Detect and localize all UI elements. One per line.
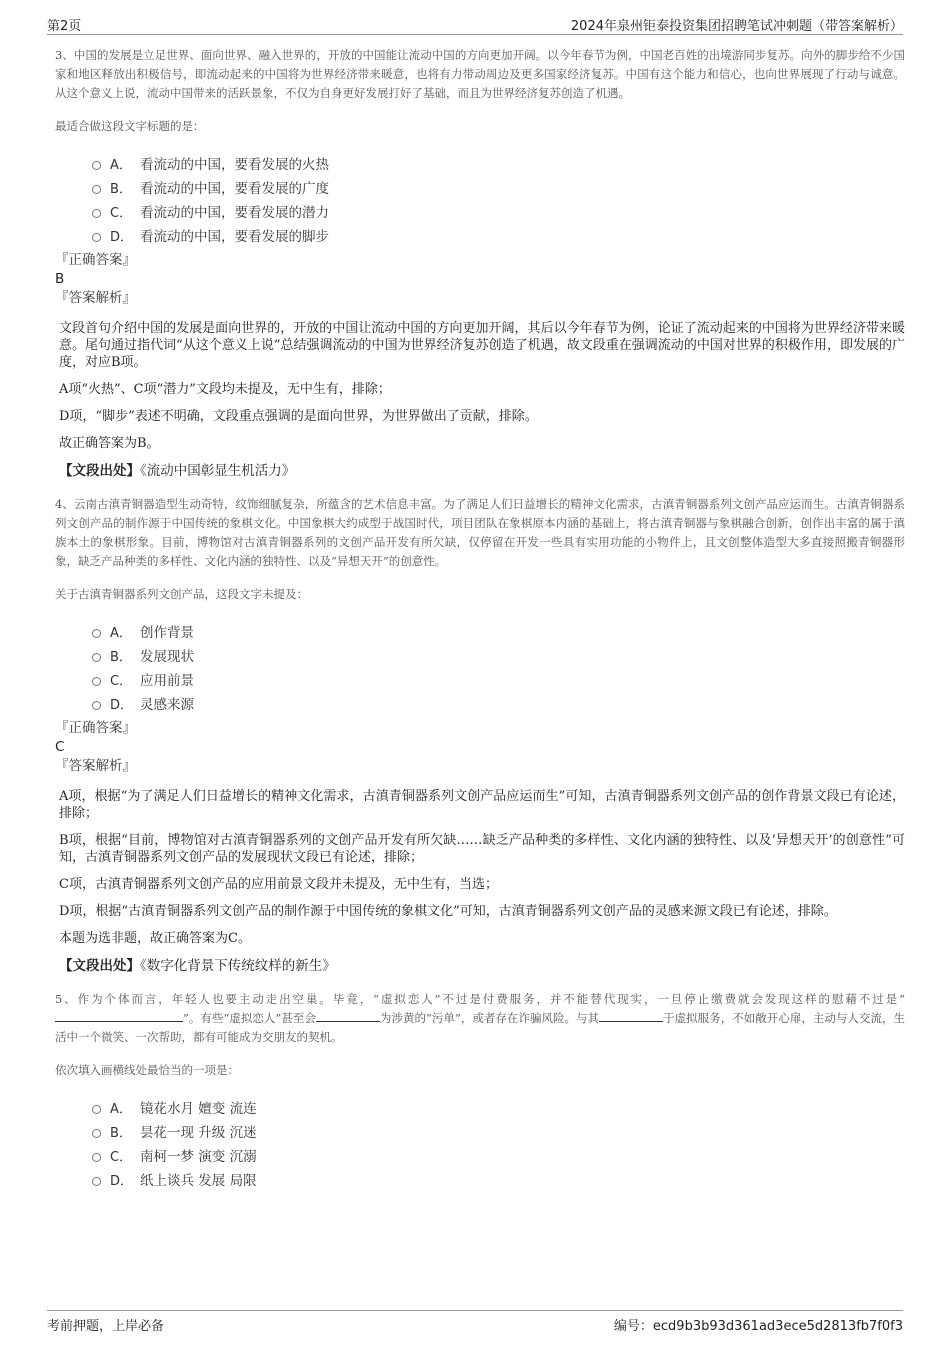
- option-text: 应用前景: [140, 673, 194, 689]
- option-b[interactable]: [92, 1119, 905, 1143]
- option-letter: A．: [110, 1101, 132, 1117]
- option-letter: C．: [110, 1149, 133, 1165]
- option-text: 看流动的中国，要看发展的脚步: [140, 229, 329, 245]
- analysis-label: 『答案解析』: [55, 290, 136, 306]
- analysis-paragraph: A项“火热”、C项“潜力”文段均未提及，无中生有，排除；: [59, 382, 391, 397]
- radio-icon[interactable]: [92, 677, 101, 686]
- option-c[interactable]: [92, 1143, 905, 1167]
- option-letter: D．: [110, 697, 134, 713]
- option-c[interactable]: [92, 199, 905, 223]
- source-tag: 【文段出处】: [59, 463, 140, 479]
- option-letter: A．: [110, 625, 132, 641]
- footer-slogan: 考前押题，上岸必备: [47, 1319, 165, 1334]
- option-letter: D．: [110, 1173, 134, 1189]
- option-b[interactable]: [92, 643, 905, 667]
- option-text: 镜花水月 嬗变 流连: [140, 1101, 257, 1117]
- correct-answer-label: 『正确答案』: [55, 720, 136, 736]
- option-a[interactable]: [92, 151, 905, 175]
- question-5-text: [55, 990, 905, 1047]
- fill-blank-1: [55, 1009, 183, 1022]
- radio-icon[interactable]: [92, 233, 101, 242]
- page-header: [47, 12, 903, 35]
- option-text: 昙花一现 升级 沉迷: [140, 1125, 257, 1141]
- radio-icon[interactable]: [92, 209, 101, 218]
- option-letter: D．: [110, 229, 134, 245]
- document-body: [55, 46, 905, 1195]
- question-4: [55, 495, 905, 976]
- source-line: [59, 462, 905, 481]
- question-5-prompt: 依次填入画横线处最恰当的一项是：: [55, 1063, 239, 1077]
- option-text: 纸上谈兵 发展 局限: [140, 1173, 257, 1189]
- correct-answer-label: 『正确答案』: [55, 252, 136, 268]
- radio-icon[interactable]: [92, 185, 101, 194]
- question-4-text: 4、云南古滇青铜器造型生动奇特，纹饰细腻复杂，所蕴含的艺术信息丰富。为了满足人们日益增长的精神文化需求，古滇青铜器系列文创产品应运而生。古滇青铜器系列文创产品的制作源于中国传统的象棋文化。中国象棋大约成型于战国时代，项目团队在象棋原本内涵的基础上，将古滇青铜器与象棋融合创新，创作出丰富的属于滇族本土的象棋形象。目前，博物馆对古滇青铜器系列的文创产品开发有所欠缺，仅停留在开发一些具有实用功能的小物件上，且文创整体造型大多直接照搬青铜器形象，缺乏产品种类的多样性、文化内涵的独特性、以及“异想天开”的创意性。: [55, 497, 905, 568]
- option-text: 发展现状: [140, 649, 194, 665]
- source-tag: 【文段出处】: [59, 958, 140, 974]
- correct-answer: C: [55, 739, 65, 755]
- correct-answer: B: [55, 271, 65, 287]
- source-title: 《流动中国彰显生机活力》: [140, 463, 296, 479]
- question-5-text-part: 为涉黄的“污单”，或者存在诈骗风险。与其: [379, 1011, 600, 1025]
- radio-icon[interactable]: [92, 629, 101, 638]
- source-title: 《数字化背景下传统纹样的新生》: [140, 958, 336, 974]
- question-5-options: [55, 1095, 905, 1191]
- option-letter: B．: [110, 1125, 132, 1141]
- document-id: 编号：ecd9b3b93d361ad3ece5d2813fb7f0f3: [613, 1319, 903, 1334]
- radio-icon[interactable]: [92, 701, 101, 710]
- question-3-options: [55, 151, 905, 247]
- option-text: 看流动的中国，要看发展的广度: [140, 181, 329, 197]
- fill-blank-2: [316, 1009, 380, 1022]
- analysis-paragraph: B项，根据“目前，博物馆对古滇青铜器系列的文创产品开发有所欠缺……缺乏产品种类的多样性、文化内涵的独特性、以及‘异想天开’的创意性”可知，古滇青铜器系列文创产品的发展现状文段已有论述，排除；: [59, 833, 905, 865]
- radio-icon[interactable]: [92, 1105, 101, 1114]
- option-b[interactable]: [92, 175, 905, 199]
- radio-icon[interactable]: [92, 1153, 101, 1162]
- option-text: 灵感来源: [140, 697, 194, 713]
- option-c[interactable]: [92, 667, 905, 691]
- question-5-text-part: ”。有些“虚拟恋人”甚至会: [183, 1011, 316, 1025]
- question-5-text-part: 于虚拟服务，不如敞开心扉，主动与人交流，生活中一个微笑、一次帮助，都有可能成为交朋友的契机。: [55, 1011, 906, 1044]
- analysis-paragraph: C项，古滇青铜器系列文创产品的应用前景文段并未提及，无中生有，当选；: [59, 877, 498, 892]
- question-3-text: 3、中国的发展是立足世界、面向世界、融入世界的，开放的中国能让流动中国的方向更加开阔。以今年春节为例，中国老百姓的出境游同步复苏。向外的脚步给不少国家和地区释放出积极信号，即流动起来的中国将为世界经济带来暖意，也将有力带动周边及更多国家经济复苏。中国有这个能力和信心，也向世界展现了行动与诚意。从这个意义上说，流动中国带来的活跃景象，不仅为自身更好发展打好了基础，而且为世界经济复苏创造了机遇。: [55, 48, 905, 100]
- radio-icon[interactable]: [92, 1129, 101, 1138]
- option-text: 看流动的中国，要看发展的火热: [140, 157, 329, 173]
- option-text: 创作背景: [140, 625, 194, 641]
- analysis-paragraph: D项，“脚步”表述不明确，文段重点强调的是面向世界，为世界做出了贡献，排除。: [59, 409, 538, 424]
- option-a[interactable]: [92, 619, 905, 643]
- document-title: 2024年泉州钜泰投资集团招聘笔试冲刺题（带答案解析）: [570, 19, 903, 34]
- option-d[interactable]: [92, 223, 905, 247]
- option-letter: C．: [110, 673, 133, 689]
- option-letter: B．: [110, 649, 132, 665]
- option-a[interactable]: [92, 1095, 905, 1119]
- option-text: 南柯一梦 演变 沉溺: [140, 1149, 257, 1165]
- question-3: [55, 46, 905, 481]
- question-5: [55, 990, 905, 1191]
- fill-blank-3: [599, 1009, 663, 1022]
- question-5-text-part: 5、作为个体而言，年轻人也要主动走出空巢。毕竟，“虚拟恋人”不过是付费服务，并不能替代现实，一旦停止缴费就会发现这样的慰藉不过是“: [55, 992, 905, 1006]
- radio-icon[interactable]: [92, 653, 101, 662]
- option-d[interactable]: [92, 1167, 905, 1191]
- option-letter: B．: [110, 181, 132, 197]
- question-3-prompt: 最适合做这段文字标题的是：: [55, 119, 205, 133]
- analysis-paragraph: A项，根据“为了满足人们日益增长的精神文化需求，古滇青铜器系列文创产品应运而生”可知，古滇青铜器系列文创产品的创作背景文段已有论述，排除；: [59, 789, 905, 821]
- option-text: 看流动的中国，要看发展的潜力: [140, 205, 329, 221]
- analysis-paragraph: 文段首句介绍中国的发展是面向世界的，开放的中国让流动中国的方向更加开阔，其后以今年春节为例，论证了流动起来的中国将为世界经济带来暖意。尾句通过指代词“从这个意义上说”总结强调流动的中国为世界经济复苏创造了机遇，故文段重在强调流动的中国对世界的积极作用，即发展的广度，对应B项。: [59, 321, 905, 370]
- option-d[interactable]: [92, 691, 905, 715]
- option-letter: A．: [110, 157, 132, 173]
- source-line: [59, 957, 905, 976]
- analysis-label: 『答案解析』: [55, 758, 136, 774]
- analysis-paragraph: D项，根据“古滇青铜器系列文创产品的制作源于中国传统的象棋文化”可知，古滇青铜器系列文创产品的灵感来源文段已有论述，排除。: [59, 904, 837, 919]
- question-4-prompt: 关于古滇青铜器系列文创产品，这段文字未提及：: [55, 587, 308, 601]
- analysis-paragraph: 故正确答案为B。: [59, 436, 160, 451]
- question-4-options: [55, 619, 905, 715]
- radio-icon[interactable]: [92, 1177, 101, 1186]
- page-footer: [47, 1310, 903, 1335]
- analysis-paragraph: 本题为选非题，故正确答案为C。: [59, 931, 251, 946]
- page-number: 第2页: [47, 19, 82, 34]
- option-letter: C．: [110, 205, 133, 221]
- radio-icon[interactable]: [92, 161, 101, 170]
